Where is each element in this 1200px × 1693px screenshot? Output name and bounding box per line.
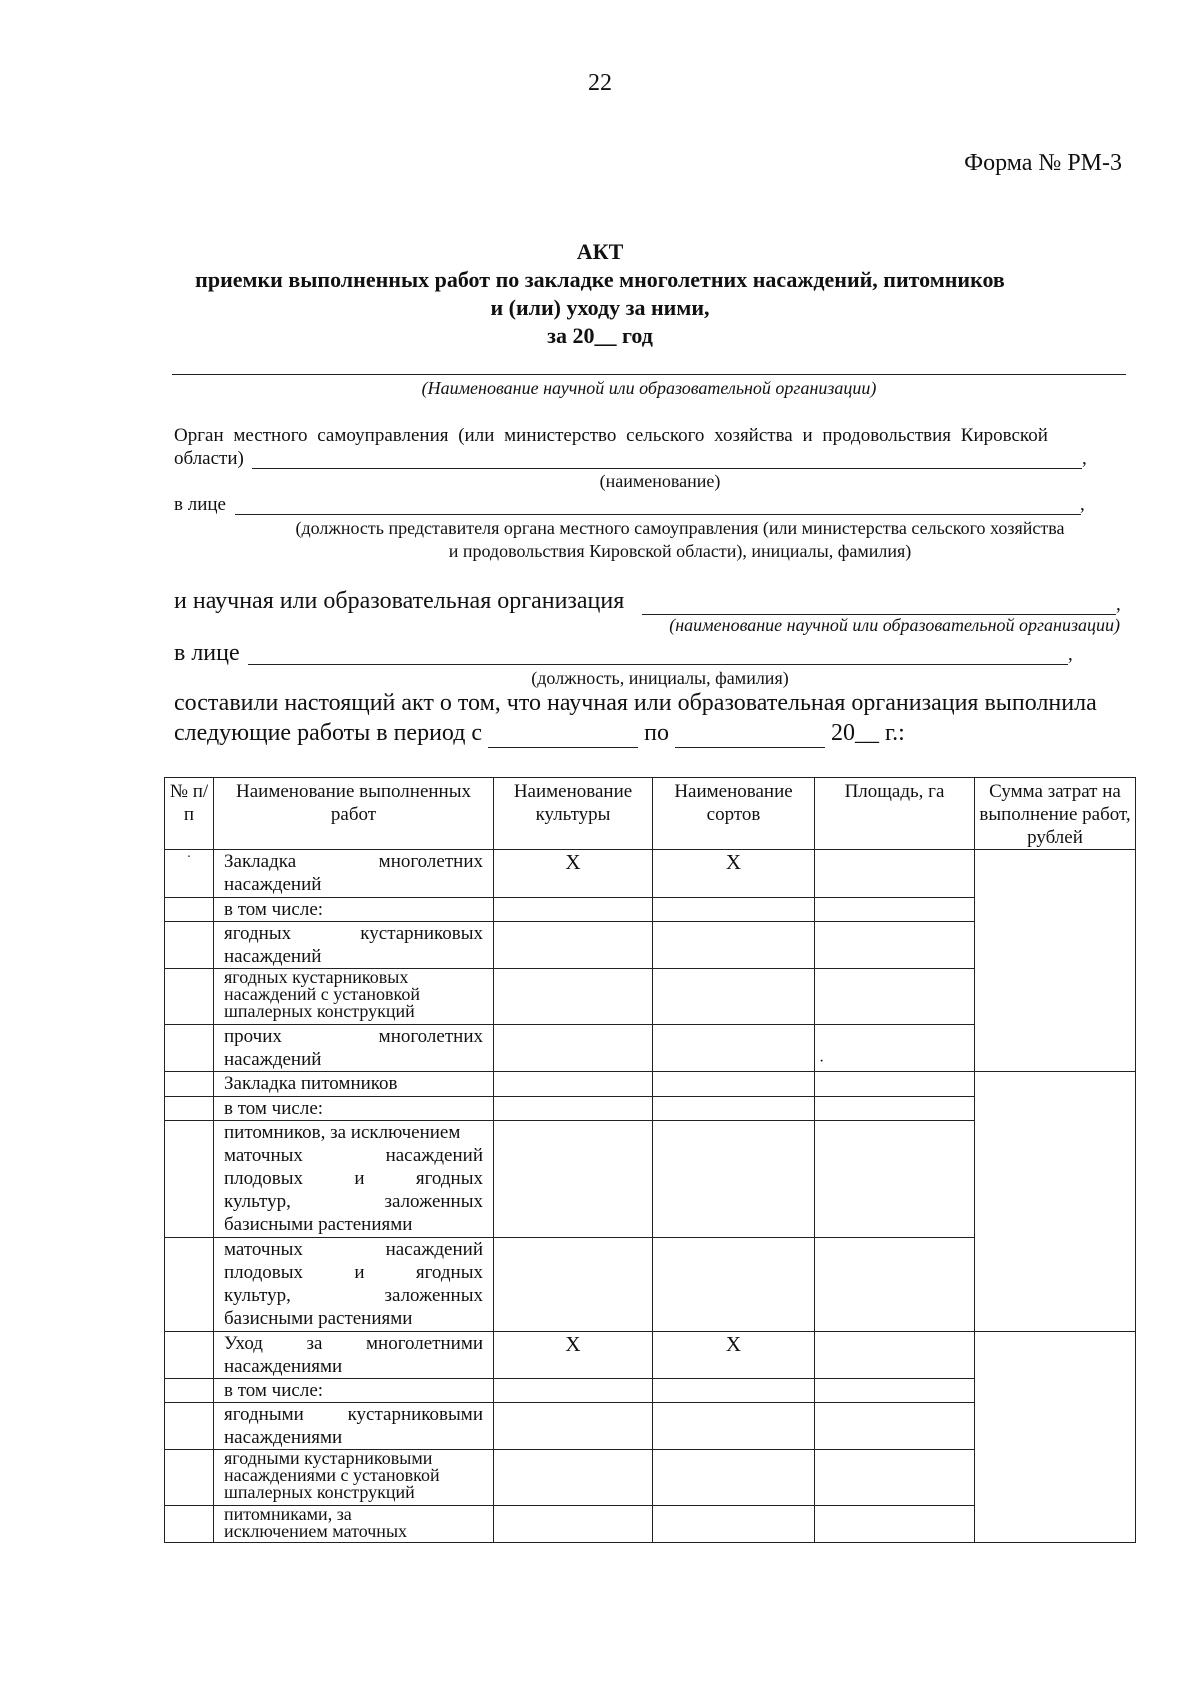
work-name-cont: плодовых и ягодных	[224, 1168, 483, 1189]
work-name: ягодными кустарниковыми	[224, 1404, 483, 1425]
row-number	[165, 922, 214, 969]
area-cell[interactable]	[815, 922, 975, 969]
row-number	[165, 1097, 214, 1121]
header-work: Наименование выполненных работ	[214, 778, 494, 850]
variety-cell: X	[653, 1332, 815, 1379]
representative-line[interactable]	[235, 514, 1081, 515]
work-name: ягодных кустарниковых	[224, 967, 409, 987]
representative-caption-3: (должность, инициалы, фамилия)	[531, 668, 789, 688]
table-row	[165, 1072, 1136, 1097]
work-name-cell	[214, 1238, 494, 1332]
area-cell[interactable]	[815, 1379, 975, 1403]
work-name-cont: маточных насаждений	[224, 1145, 483, 1166]
period-from-label: следующие работы в период с	[174, 720, 483, 746]
work-name-cell	[214, 922, 494, 969]
area-cell[interactable]	[815, 1332, 975, 1379]
area-cell[interactable]	[815, 1072, 975, 1097]
area-cell[interactable]	[815, 898, 975, 922]
comma: ,	[1068, 644, 1073, 665]
variety-cell[interactable]	[653, 1097, 815, 1121]
work-name-cell	[214, 1332, 494, 1379]
work-name-cont: шпалерных конструкций	[224, 1482, 415, 1502]
works-table	[164, 777, 1136, 1543]
name-caption: (наименование)	[599, 471, 721, 491]
page-number: 22	[588, 70, 612, 96]
work-name-cont: базисными растениями	[224, 1308, 413, 1329]
work-name: Закладка многолетних	[224, 851, 483, 872]
act-subtitle-line1: приемки выполненных работ по закладке многолетних насаждений, питомников	[195, 267, 1005, 292]
representative-caption-2: и продовольствия Кировской области), инициалы, фамилия)	[448, 541, 912, 561]
row-number	[165, 1379, 214, 1403]
culture-cell: X	[494, 850, 653, 898]
comma: ,	[1080, 494, 1085, 515]
work-name: Закладка питомников	[214, 1072, 494, 1097]
work-name: прочих многолетних	[224, 1026, 483, 1047]
comma: ,	[1082, 448, 1087, 469]
area-cell[interactable]	[815, 1097, 975, 1121]
work-name-cell	[214, 1025, 494, 1072]
header-variety: Наименование сортов	[653, 778, 815, 850]
authority-text: Орган местного самоуправления (или министерство сельского хозяйства и продовольствия Кировской	[174, 425, 1048, 446]
work-name-cont: культур, заложенных	[224, 1285, 483, 1306]
work-name-cell	[214, 1121, 494, 1238]
statement-line-2	[174, 720, 905, 748]
area-cell[interactable]: ·	[815, 1025, 975, 1072]
culture-cell: X	[494, 1332, 653, 1379]
org-name-line[interactable]	[172, 374, 1126, 375]
area-cell[interactable]	[815, 1121, 975, 1238]
row-number	[165, 1025, 214, 1072]
area-cell[interactable]	[815, 1506, 975, 1543]
work-name-cont: насаждений	[224, 946, 322, 967]
work-name-cont: базисными растениями	[224, 1214, 413, 1235]
culture-cell[interactable]	[494, 1121, 653, 1238]
row-number	[165, 1238, 214, 1332]
row-number	[165, 1506, 214, 1543]
header-num: № п/п	[165, 778, 214, 850]
culture-cell[interactable]	[494, 1450, 653, 1506]
comma: ,	[1116, 594, 1121, 615]
work-name: в том числе:	[214, 1379, 494, 1403]
represented-by-label: в лице	[174, 494, 226, 515]
header-area: Площадь, га	[815, 778, 975, 850]
period-from-field[interactable]	[488, 720, 638, 748]
work-name: маточных насаждений	[224, 1239, 483, 1260]
work-name: питомниками, за	[224, 1504, 352, 1524]
row-number	[165, 1121, 214, 1238]
work-name-cell	[214, 850, 494, 898]
work-name: питомников, за исключением	[224, 1122, 461, 1143]
work-name-cell	[214, 969, 494, 1025]
representative-line-2[interactable]	[248, 664, 1068, 665]
authority-name-line[interactable]	[252, 468, 1082, 469]
work-name: ягодных кустарниковых	[224, 923, 483, 944]
variety-cell[interactable]	[653, 1403, 815, 1450]
cost-cell[interactable]	[975, 1072, 1136, 1332]
org-name-caption: (Наименование научной или образовательной организации)	[421, 378, 877, 398]
variety-cell[interactable]	[653, 1450, 815, 1506]
row-number	[165, 1332, 214, 1379]
work-name-cont: насаждениями	[224, 1356, 343, 1377]
culture-cell[interactable]	[494, 1238, 653, 1332]
work-name-cont: плодовых и ягодных	[224, 1262, 483, 1283]
row-number	[165, 898, 214, 922]
culture-cell[interactable]	[494, 1097, 653, 1121]
work-name-cont: насаждениями	[224, 1427, 343, 1448]
area-cell[interactable]	[815, 1238, 975, 1332]
area-cell[interactable]	[815, 969, 975, 1025]
culture-cell[interactable]	[494, 1506, 653, 1543]
area-cell[interactable]	[815, 1403, 975, 1450]
work-name-cell	[214, 1403, 494, 1450]
act-subtitle-line3: за 20__ год	[547, 323, 653, 348]
row-number	[165, 969, 214, 1025]
header-culture: Наименование культуры	[494, 778, 653, 850]
work-name-cont: культур, заложенных	[224, 1191, 483, 1212]
act-subtitle-line2: и (или) уходу за ними,	[490, 295, 710, 320]
work-name-cont: исключением маточных	[224, 1521, 408, 1541]
statement-line-1: составили настоящий акт о том, что научная или образовательная организация выполнила	[174, 690, 1097, 716]
table-row	[165, 850, 1136, 898]
variety-cell[interactable]	[653, 922, 815, 969]
area-cell[interactable]	[815, 850, 975, 898]
row-number	[165, 1403, 214, 1450]
culture-cell[interactable]	[494, 1072, 653, 1097]
row-number: ·	[165, 850, 214, 898]
authority-text-2: области)	[174, 448, 244, 469]
work-name: Уход за многолетними	[224, 1333, 484, 1354]
variety-cell[interactable]	[653, 1025, 815, 1072]
act-title: АКТ	[576, 239, 624, 264]
work-name: ягодными кустарниковыми	[224, 1448, 433, 1468]
variety-cell: X	[653, 850, 815, 898]
variety-cell[interactable]	[653, 1121, 815, 1238]
work-name-cont: насаждений	[224, 874, 322, 895]
and-org-label: и научная или образовательная организация	[174, 588, 625, 614]
table-row	[165, 1332, 1136, 1379]
culture-cell[interactable]	[494, 898, 653, 922]
culture-cell[interactable]	[494, 1403, 653, 1450]
form-number: Форма № РМ-3	[964, 150, 1122, 176]
cost-cell[interactable]	[975, 1332, 1136, 1543]
variety-cell[interactable]	[653, 898, 815, 922]
table-header-row	[165, 778, 1136, 850]
work-name-cont: насаждениями с установкой	[224, 1465, 440, 1485]
represented-by-label-2: в лице	[174, 640, 240, 666]
culture-cell[interactable]	[494, 1379, 653, 1403]
row-number	[165, 1450, 214, 1506]
variety-cell[interactable]	[653, 1072, 815, 1097]
period-to-field[interactable]	[675, 720, 825, 748]
row-number	[165, 1072, 214, 1097]
culture-cell[interactable]	[494, 922, 653, 969]
variety-cell[interactable]	[653, 1238, 815, 1332]
variety-cell[interactable]	[653, 1379, 815, 1403]
org-caption: (наименование научной или образовательной организации)	[669, 615, 1120, 635]
work-name-cell	[214, 1450, 494, 1506]
work-name-cont: шпалерных конструкций	[224, 1001, 415, 1021]
period-year-label: 20__ г.:	[830, 720, 905, 746]
cost-cell[interactable]	[975, 850, 1136, 1072]
header-cost: Сумма затрат на выполнение работ, рублей	[975, 778, 1136, 850]
culture-cell[interactable]	[494, 1025, 653, 1072]
representative-caption-1: (должность представителя органа местного самоуправления (или министерства сельского хозяйства	[295, 518, 1065, 538]
period-to-label: по	[644, 720, 669, 746]
culture-cell[interactable]	[494, 969, 653, 1025]
work-name: в том числе:	[214, 898, 494, 922]
variety-cell[interactable]	[653, 1506, 815, 1543]
work-name-cont: насаждений	[224, 1049, 322, 1070]
area-cell[interactable]	[815, 1450, 975, 1506]
variety-cell[interactable]	[653, 969, 815, 1025]
work-name: в том числе:	[214, 1097, 494, 1121]
work-name-cell	[214, 1506, 494, 1543]
work-name-cont: насаждений с установкой	[224, 984, 420, 1004]
